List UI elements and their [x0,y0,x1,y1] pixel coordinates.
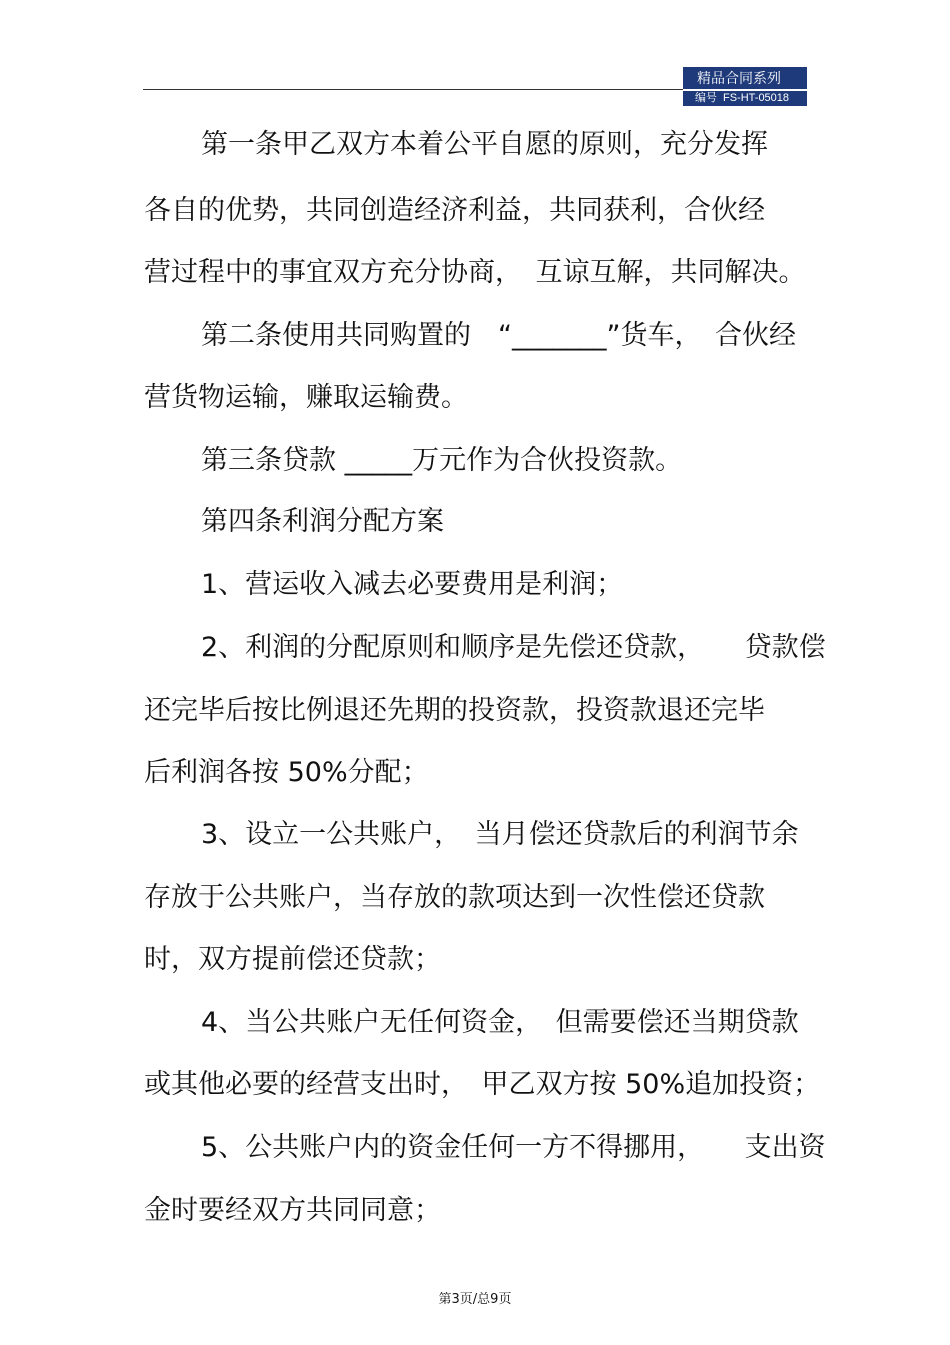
body-line: 2、利润的分配原则和顺序是先偿还贷款， 贷款偿 [201,632,826,663]
code-label: 编号 [695,92,717,104]
body-line: 5、公共账户内的资金任何一方不得挪用， 支出资 [201,1132,826,1163]
body-line: 第四条利润分配方案 [201,506,444,537]
body-line: 后利润各按 50%分配； [144,757,429,788]
body-line: 还完毕后按比例退还先期的投资款，投资款退还完毕 [144,695,765,726]
body-line: 存放于公共账户，当存放的款项达到一次性偿还贷款 [144,882,765,913]
body-line: 各自的优势，共同创造经济利益，共同获利，合伙经 [144,195,765,226]
page-number: 第3页/总9页 [438,1292,512,1307]
code-value: FS-HT-05018 [723,92,790,104]
body-line: 时，双方提前偿还贷款； [144,944,441,975]
body-line: 4、当公共账户无任何资金， 但需要偿还当期贷款 [201,1007,799,1038]
body-line: 1、营运收入减去必要费用是利润； [201,569,624,600]
body-line: 3、设立一公共账户， 当月偿还贷款后的利润节余 [201,819,799,850]
code-badge [683,91,807,106]
body-line: 第二条使用共同购置的 “_______”货车， 合伙经 [201,320,796,351]
body-line: 或其他必要的经营支出时， 甲乙双方按 50%追加投资； [144,1069,821,1100]
body-line: 第三条贷款 _____万元作为合伙投资款。 [201,445,683,476]
body-line: 第一条甲乙双方本着公平自愿的原则，充分发挥 [201,129,768,160]
header-rule [143,89,683,90]
body-line: 营货物运输，赚取运输费。 [144,382,468,413]
series-badge [683,67,807,89]
series-label: 精品合同系列 [697,70,781,86]
body-line: 金时要经双方共同同意； [144,1195,441,1226]
body-line: 营过程中的事宜双方充分协商， 互谅互解，共同解决。 [144,257,806,288]
